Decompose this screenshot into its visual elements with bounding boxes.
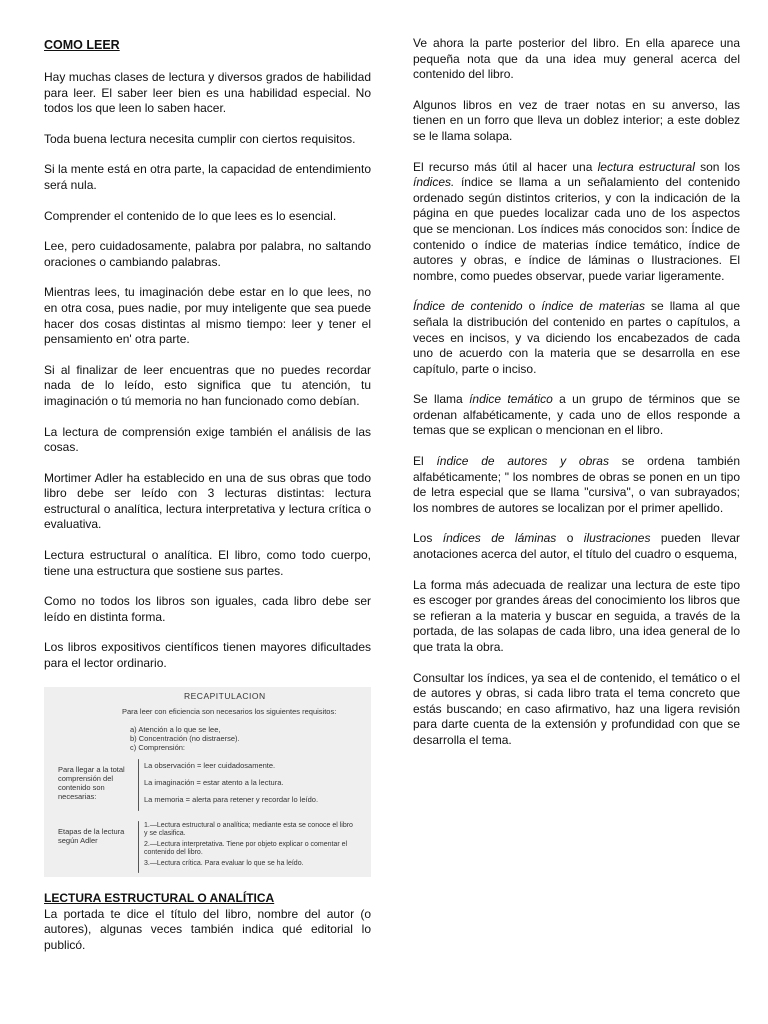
paragraph: Mientras lees, tu imaginación debe estar en lo que lees, no en otra cosa, pues nadie, por muy inteligente que sea puede hacer dos cosas distintas al mismo tiempo: leer y tener el pensamiento en' otra parte.	[44, 285, 371, 347]
paragraph	[413, 531, 740, 562]
text-run: son los	[694, 159, 740, 174]
recap-item: La imaginación = estar atento a la lectura.	[144, 777, 284, 787]
recap-requirement: a) Atención a lo que se lee,	[130, 724, 221, 734]
recap-item: 3.—Lectura crítica. Para evaluar lo que se ha leído.	[144, 859, 304, 867]
recap-title: RECAPITULACION	[184, 690, 266, 701]
italic-term: lectura estructural	[597, 159, 695, 174]
recap-intro: Para leer con eficiencia son necesarios los siguientes requisitos:	[122, 706, 337, 716]
text-run: pueden llevar anotaciones acerca del autor, el título del cuadro o esquema,	[413, 531, 741, 562]
recap-item: La memoria = alerta para retener y recordar lo leído.	[144, 794, 319, 804]
text-run: Se llama	[413, 392, 470, 407]
text-run: El	[413, 454, 437, 469]
section-title: LECTURA ESTRUCTURAL O ANALÍTICA	[44, 890, 275, 905]
paragraph: Si la mente está en otra parte, la capacidad de entendimiento será nula.	[44, 162, 371, 192]
paragraph: La portada te dice el título del libro, nombre del autor (o autores), algunas veces también indica qué editorial lo publicó.	[44, 906, 371, 952]
brace-line	[138, 759, 139, 811]
text-run: o	[522, 299, 542, 314]
italic-term: índices.	[413, 175, 455, 190]
paragraph: Hay muchas clases de lectura y diversos grados de habilidad para leer. El saber leer bien es una habilidad especial. No todos los que leen lo saben hacer.	[44, 70, 371, 116]
text-run: a un grupo de términos que se ordenan alfabéticamente, y cada uno de ellos responde a temas que se explican o mencionan en el libro.	[413, 392, 741, 438]
italic-term: índice temático	[469, 392, 553, 407]
paragraph: Los libros expositivos científicos tienen mayores dificultades para el lector ordinario.	[44, 640, 371, 671]
italic-term: índice de materias	[541, 299, 645, 314]
recap-group-comprension	[144, 761, 354, 812]
italic-term: índice de autores y obras	[436, 454, 609, 469]
text-run: se llama al que señala la distribución del contenido en partes o capítulos, a veces en incisos, y va diciendo los encabezados de cada uno de acuerdo con la materia que se desarrolla en ese capítulo, parte o inciso.	[413, 299, 740, 376]
italic-term: Índice de contenido	[413, 299, 523, 314]
paragraph: Comprender el contenido de lo que lees es lo esencial.	[44, 208, 337, 223]
paragraph: Mortimer Adler ha establecido en una de sus obras que todo libro debe ser leído con 3 lecturas distintas: lectura estructural o analítica, lectura interpretativa y lectura crítica o evaluativa.	[44, 470, 371, 532]
paragraph: La lectura de comprensión exige también el análisis de las cosas.	[44, 424, 371, 455]
paragraph: La forma más adecuada de realizar una lectura de este tipo es escoger por grandes áreas del conocimiento los libros que se refieran a la materia y buscar en seguida, a través de la portada, de las solapas de cada libro, una idea general de lo que trata la obra.	[413, 577, 740, 654]
italic-term: ilustraciones	[583, 531, 651, 546]
document-title: COMO LEER	[44, 38, 120, 52]
brace-line	[138, 821, 139, 873]
paragraph	[413, 299, 740, 377]
recap-label-adler: Etapas de la lectura según Adler	[58, 826, 125, 845]
paragraph	[413, 454, 740, 516]
text-run: se ordena también alfabéticamente; " los nombres de obras se ponen en un tipo de letra especial que se llama "cursiva", o van subrayados; los nombres de autores se localizan por el primer apellido.	[413, 454, 740, 515]
paragraph: Lectura estructural o analítica. El libro, como todo cuerpo, tiene una estructura que sostiene sus partes.	[44, 548, 371, 578]
paragraph: Algunos libros en vez de traer notas en su anverso, las tienen en un forro que lleva un doblez interior; a este doblez se le llama solapa.	[413, 97, 740, 143]
paragraph: Como no todos los libros son iguales, cada libro debe ser leído en distinta forma.	[44, 594, 371, 624]
paragraph: Toda buena lectura necesita cumplir con ciertos requisitos.	[44, 131, 356, 146]
paragraph: Consultar los índices, ya sea el de contenido, el temático o el de autores y obras, si cada libro trata el tema concreto que estás buscando; en caso afirmativo, haz una ligera revisión para darte cuenta de la extensión y profundidad con que se desarrolla el tema.	[413, 670, 740, 747]
recap-requirement: c) Comprensión:	[130, 742, 186, 752]
paragraph: Lee, pero cuidadosamente, palabra por palabra, no saltando oraciones o cambiando palabras.	[44, 239, 371, 269]
paragraph: Si al finalizar de leer encuentras que no puedes recordar nada de lo leído, esto significa que tu atención, tu imaginación o tú memoria no han funcionado como debían.	[44, 362, 371, 408]
recap-group-adler	[144, 822, 354, 871]
recap-item: La observación = leer cuidadosamente.	[144, 760, 276, 770]
text-run: índice se llama a un señalamiento del contenido ordenado según distintos criterios, y con la indicación de la página en que puedes localizar cada uno de los aspectos que se mencionan. Los índices más conocidos son: Índice de contenido o índice de materias índice temático, índice de autores y obras, e índice de láminas o Ilustraciones. El nombre, como puedes observar, puede variar ligeramente.	[413, 175, 740, 283]
recap-item: 1.—Lectura estructural o analítica; mediante esta se conoce el libro y se clasifica.	[144, 821, 353, 838]
text-run: Los	[413, 531, 443, 546]
paragraph: Ve ahora la parte posterior del libro. En ella aparece una pequeña nota que da una idea muy general acerca del contenido del libro.	[413, 36, 740, 82]
recapitulation-figure	[44, 687, 371, 877]
paragraph	[413, 392, 740, 439]
recap-requirement: b) Concentración (no distraerse).	[130, 733, 240, 743]
recap-item: 2.—Lectura interpretativa. Tiene por objeto explicar o comentar el contenido del libro.	[144, 840, 348, 857]
right-column	[413, 36, 740, 764]
text-run: El recurso más útil al hacer una	[413, 159, 598, 174]
recap-label-comprension: Para llegar a la total comprensión del contenido son necesarias:	[58, 764, 125, 801]
text-run: o	[556, 531, 584, 546]
left-column	[44, 36, 371, 968]
recap-requirements	[130, 725, 240, 752]
paragraph	[413, 160, 740, 285]
italic-term: índices de láminas	[442, 531, 557, 546]
